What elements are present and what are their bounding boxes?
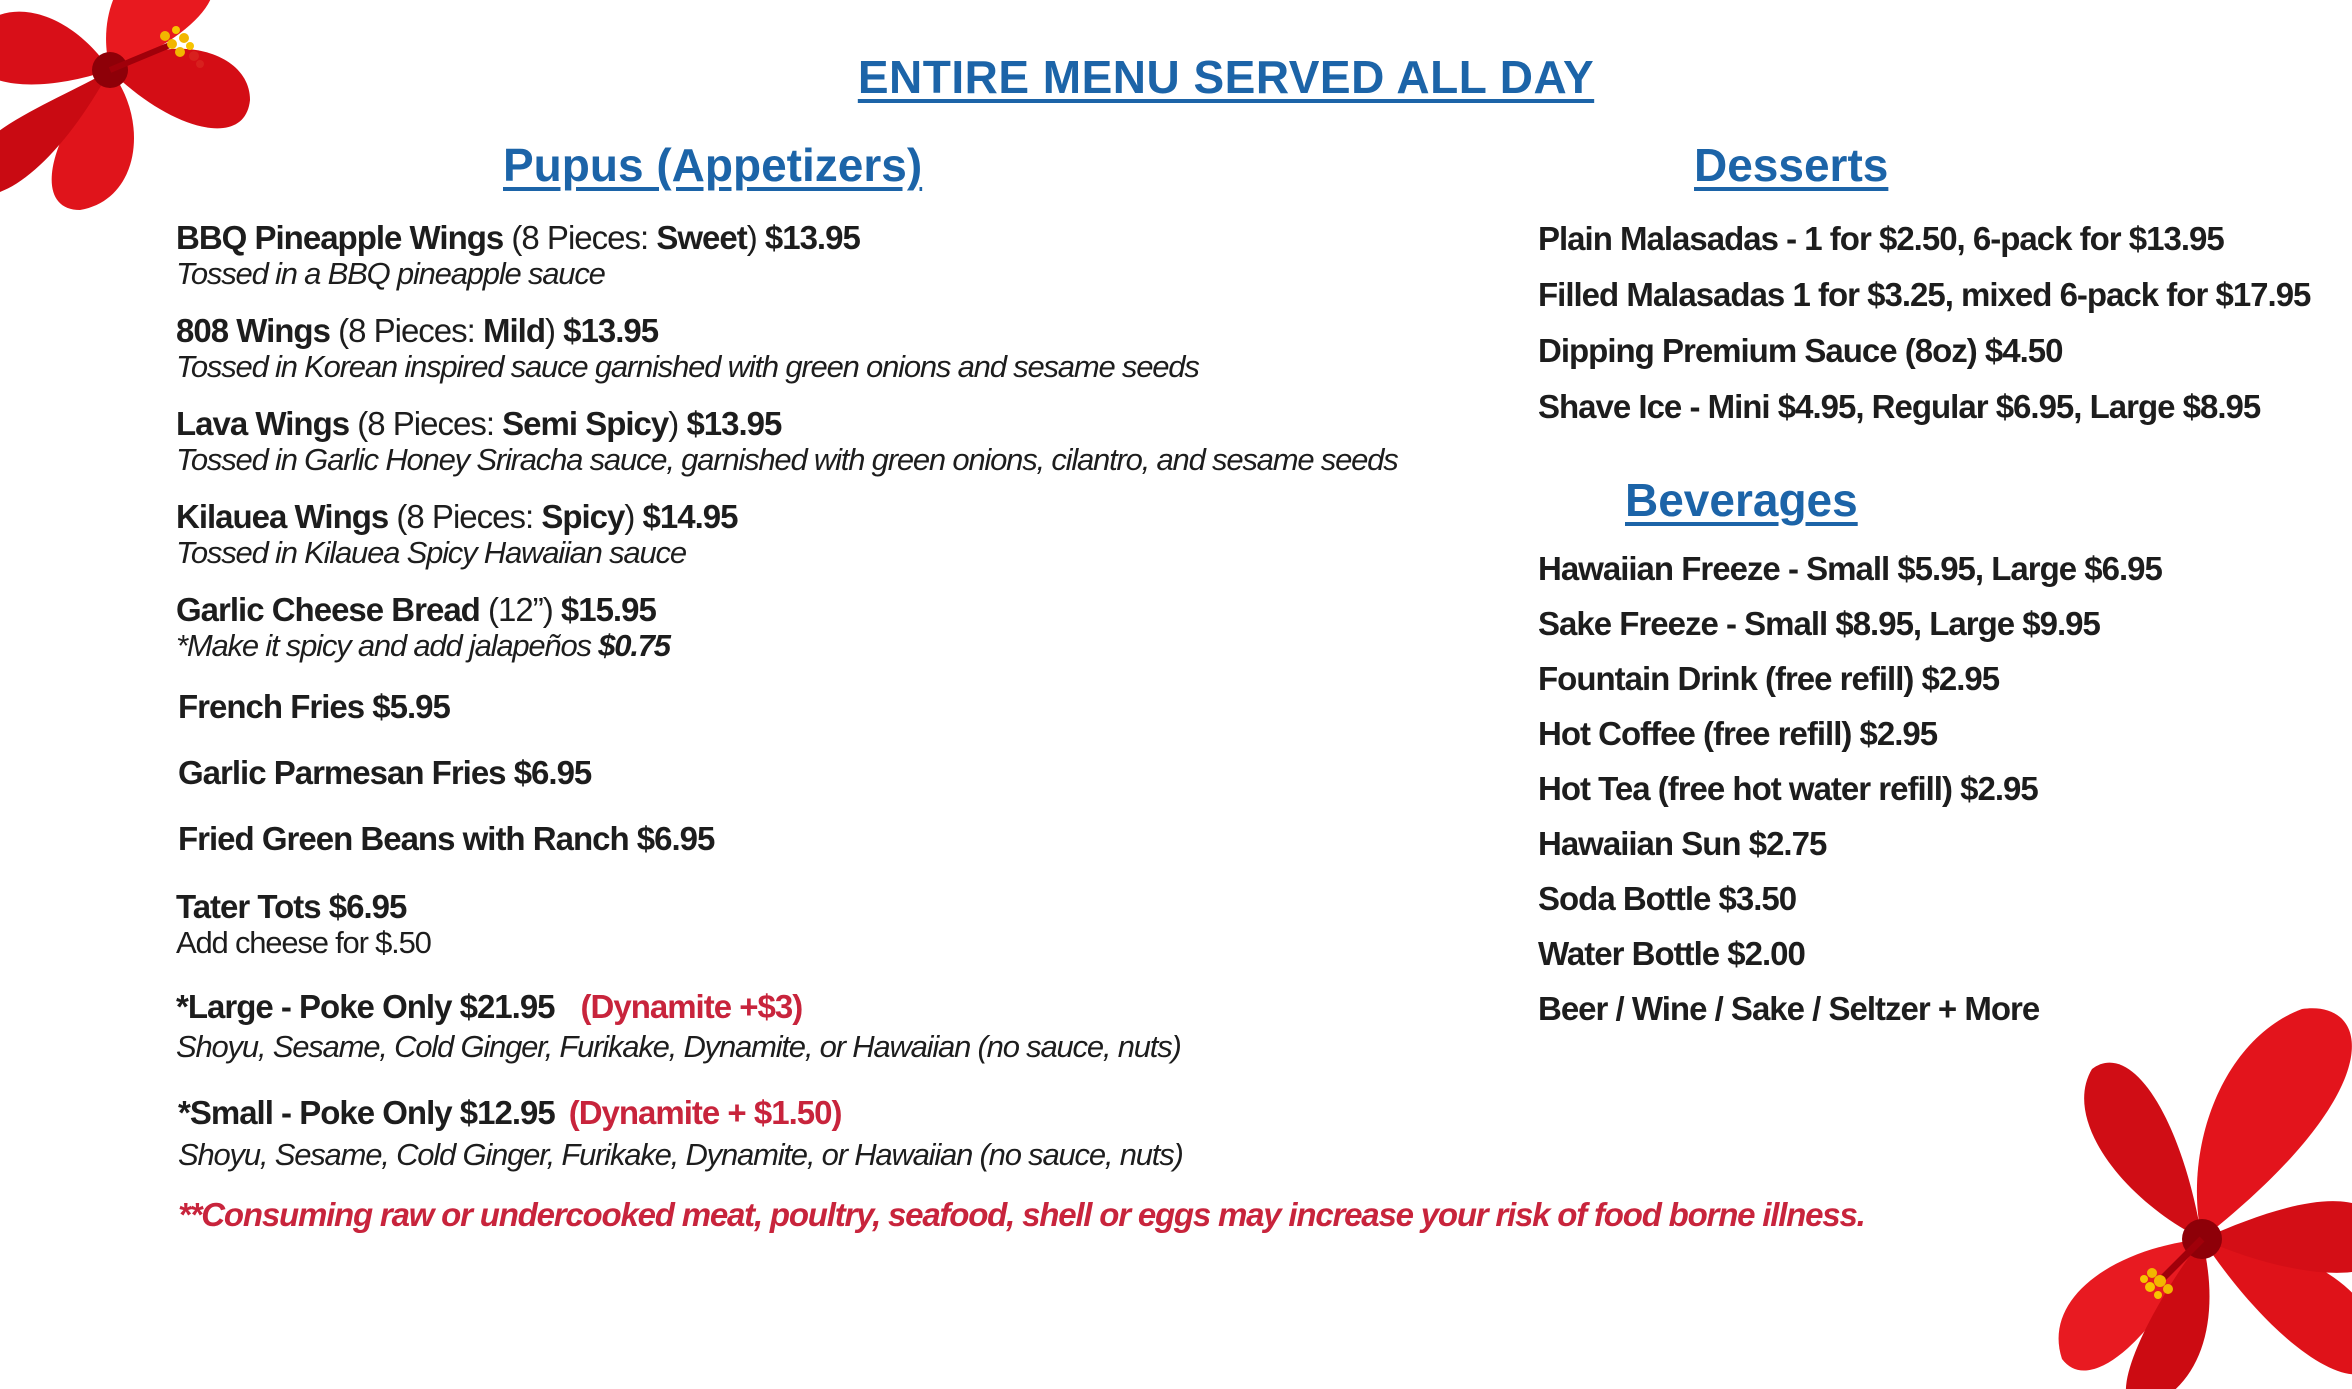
- food-safety-warning: **Consuming raw or undercooked meat, poultry, seafood, shell or eggs may increase your risk of food borne illness.: [178, 1196, 1865, 1233]
- item-note: Add cheese for $.50: [176, 925, 431, 960]
- list-item: Sake Freeze - Small $8.95, Large $9.95: [1538, 605, 2100, 642]
- item-price: $13.95: [764, 219, 860, 256]
- hibiscus-flower-icon: [0, 0, 280, 235]
- beverages-title: Beverages: [1625, 474, 1858, 526]
- pupus-title: Pupus (Appetizers): [503, 139, 923, 191]
- beverages-list: [1538, 550, 2162, 1045]
- item-pieces: (8 Pieces:: [503, 219, 657, 256]
- list-item: Water Bottle $2.00: [1538, 935, 1805, 972]
- list-item: Plain Malasadas - 1 for $2.50, 6-pack for $13.95: [1538, 220, 2224, 257]
- item-label: French Fries $5.95: [178, 688, 450, 725]
- menu-item-garlic-parmesan-fries: [176, 753, 1676, 819]
- dynamite-upcharge: (Dynamite +$3): [580, 988, 803, 1025]
- item-price: $14.95: [642, 498, 738, 535]
- menu-item-small-poke: [176, 1093, 1676, 1183]
- list-item: Hot Coffee (free refill) $2.95: [1538, 715, 1938, 752]
- item-name: 808 Wings: [176, 312, 330, 349]
- list-item: Hawaiian Sun $2.75: [1538, 825, 1827, 862]
- item-note: [176, 630, 1676, 661]
- item-pieces-close: ): [668, 405, 687, 442]
- item-pieces-close: ): [624, 498, 643, 535]
- item-pieces: (8 Pieces:: [388, 498, 542, 535]
- item-name: Kilauea Wings: [176, 498, 389, 535]
- item-heat: Semi Spicy: [502, 405, 669, 442]
- menu-item-808-wings: [176, 311, 1676, 404]
- item-pieces-close: ): [746, 219, 765, 256]
- menu-item-french-fries: [176, 687, 1676, 753]
- item-description: Tossed in Korean inspired sauce garnished with green onions and sesame seeds: [176, 349, 1199, 384]
- list-item: Dipping Premium Sauce (8oz) $4.50: [1538, 332, 2063, 369]
- item-pieces: (8 Pieces:: [349, 405, 503, 442]
- item-label: Fried Green Beans with Ranch $6.95: [178, 820, 715, 857]
- item-heat: Mild: [483, 312, 545, 349]
- item-pieces-close: ): [544, 312, 564, 349]
- list-item: Beer / Wine / Sake / Seltzer + More: [1538, 990, 2040, 1027]
- pupus-list: [176, 218, 1676, 1183]
- menu-item-garlic-cheese-bread: [176, 590, 1676, 687]
- dynamite-upcharge: (Dynamite + $1.50): [568, 1094, 842, 1131]
- menu-item-large-poke: [176, 987, 1676, 1093]
- item-description: Tossed in Garlic Honey Sriracha sauce, garnished with green onions, cilantro, and sesame seeds: [176, 442, 1398, 477]
- list-item: Hawaiian Freeze - Small $5.95, Large $6.95: [1538, 550, 2162, 587]
- item-name: BBQ Pineapple Wings: [176, 219, 504, 256]
- item-price: $15.95: [560, 591, 656, 628]
- list-item: Shave Ice - Mini $4.95, Regular $6.95, Large $8.95: [1538, 388, 2261, 425]
- jalapeno-note: *Make it spicy and add jalapeños: [176, 628, 599, 663]
- item-label: *Small - Poke Only $12.95: [178, 1094, 555, 1131]
- menu-item-fried-green-beans: [176, 819, 1676, 887]
- item-label: Garlic Parmesan Fries $6.95: [178, 754, 592, 791]
- page-title: ENTIRE MENU SERVED ALL DAY: [857, 51, 1595, 103]
- item-sauces: Shoyu, Sesame, Cold Ginger, Furikake, Dynamite, or Hawaiian (no sauce, nuts): [178, 1137, 1183, 1172]
- item-name: Garlic Cheese Bread: [176, 591, 480, 628]
- menu-item-kilauea-wings: [176, 497, 1676, 590]
- item-label: Tater Tots $6.95: [176, 888, 407, 925]
- item-price: $13.95: [563, 312, 659, 349]
- item-name: Lava Wings: [176, 405, 350, 442]
- menu-item-tater-tots: [176, 887, 1676, 987]
- desserts-title: Desserts: [1694, 139, 1889, 191]
- item-heat: Spicy: [541, 498, 625, 535]
- list-item: Hot Tea (free hot water refill) $2.95: [1538, 770, 2038, 807]
- list-item: Filled Malasadas 1 for $3.25, mixed 6-pack for $17.95: [1538, 276, 2311, 313]
- list-item: Fountain Drink (free refill) $2.95: [1538, 660, 2000, 697]
- hibiscus-flower-icon: [2052, 989, 2352, 1389]
- item-price: $13.95: [686, 405, 782, 442]
- menu-item-bbq-pineapple-wings: [176, 218, 1676, 311]
- menu-item-lava-wings: [176, 404, 1676, 497]
- desserts-list: [1538, 220, 2310, 444]
- item-description: Tossed in Kilauea Spicy Hawaiian sauce: [176, 535, 686, 570]
- jalapeno-price: $0.75: [598, 628, 670, 663]
- item-description: Tossed in a BBQ pineapple sauce: [176, 256, 605, 291]
- item-label: *Large - Poke Only $21.95: [176, 988, 555, 1025]
- item-heat: Sweet: [656, 219, 747, 256]
- item-pieces: (8 Pieces:: [329, 312, 483, 349]
- list-item: Soda Bottle $3.50: [1538, 880, 1797, 917]
- item-sauces: Shoyu, Sesame, Cold Ginger, Furikake, Dynamite, or Hawaiian (no sauce, nuts): [176, 1029, 1181, 1064]
- item-size: (12”): [479, 591, 561, 628]
